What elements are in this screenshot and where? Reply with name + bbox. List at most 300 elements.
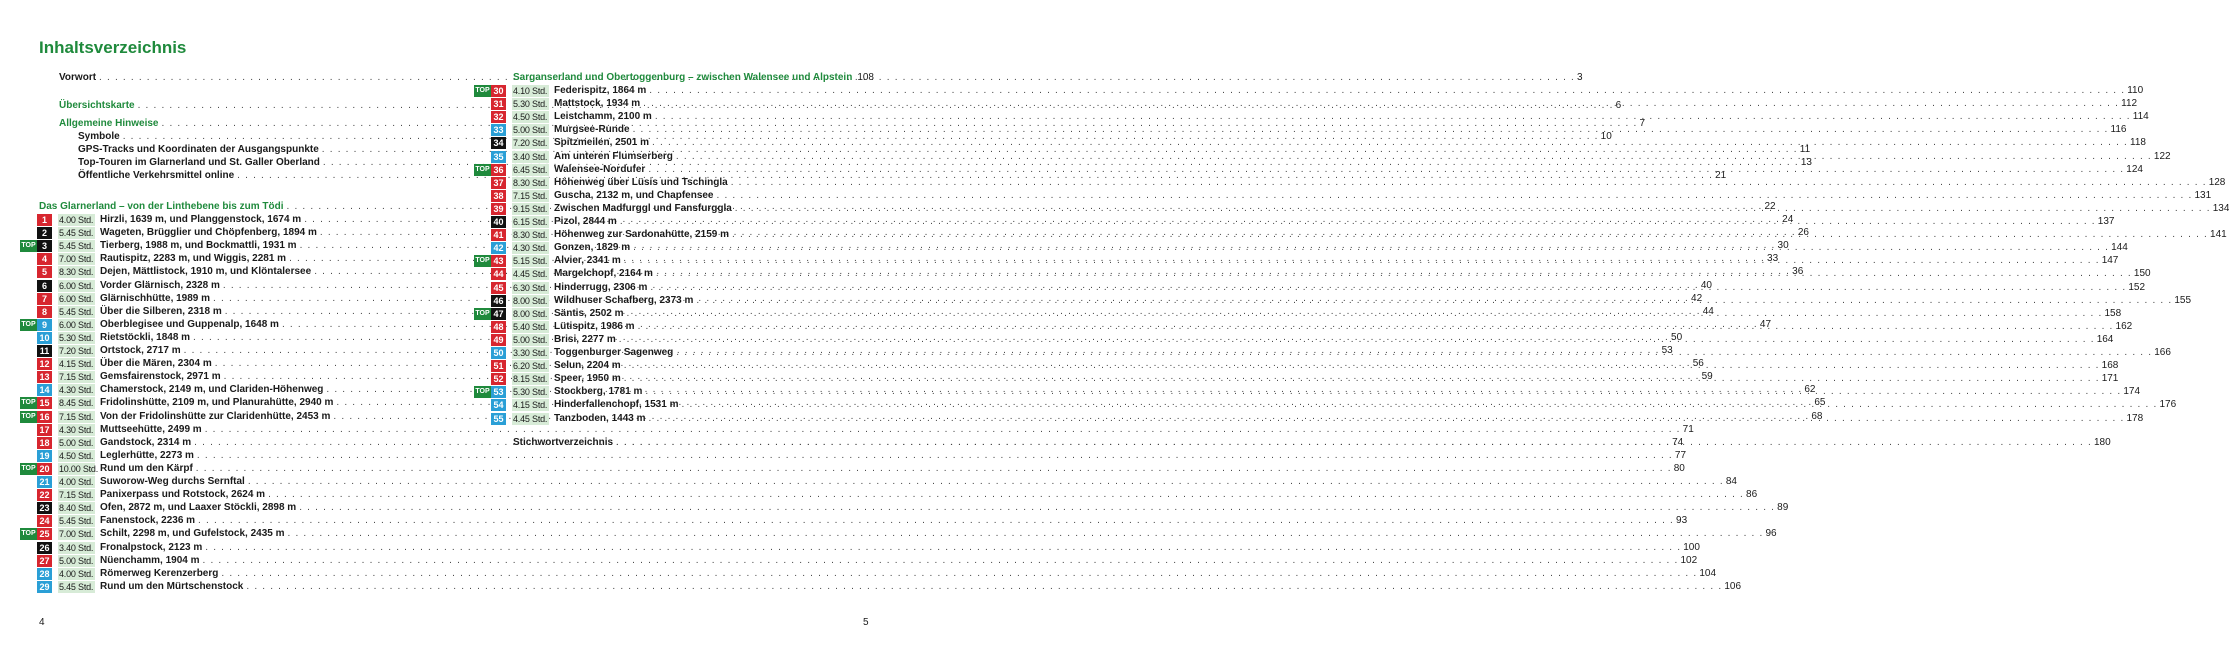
dot-leader (626, 305, 2102, 320)
tour-page: 162 (2115, 320, 2133, 332)
tour-name: Rund um den Mürtschenstock (100, 580, 244, 592)
tour-number-badge: 31 (491, 98, 506, 110)
tour-name: Oberblegisee und Guppenalp, 1648 m (100, 318, 279, 330)
tour-entry (100, 502, 1789, 514)
entry-label: Vorwort (59, 72, 97, 83)
tour-number-badge: 23 (37, 502, 52, 514)
tour-number-badge: 26 (37, 542, 52, 554)
tour-name: Lütispitz, 1986 m (554, 320, 635, 332)
tour-page: 102 (1680, 554, 1698, 566)
tour-number-badge: 33 (491, 124, 506, 136)
tour-number-badge: 5 (37, 266, 52, 278)
tour-row[interactable] (0, 423, 1694, 436)
tour-page: 150 (2133, 268, 2151, 280)
tour-duration: 5.40 Std. (513, 321, 548, 332)
tour-name: Fridolinshütte, 2109 m, und Planurahütte, 2940 m (100, 397, 334, 409)
section-label: Sarganserland und Obertoggenburg – zwischen Walensee und Alpstein (513, 72, 853, 83)
tour-number-badge: 55 (491, 413, 506, 425)
tour-row[interactable] (454, 242, 2128, 254)
tour-number-badge: 15 (37, 397, 52, 409)
top-tour-badge: TOP (20, 319, 37, 331)
tour-entry (100, 541, 1700, 554)
tour-page: 50 (1671, 331, 1683, 343)
tour-number-badge: 19 (37, 450, 52, 462)
tour-page: 176 (2159, 399, 2177, 411)
tour-name: Höhenweg zur Sardonahütte, 2159 m (554, 229, 730, 241)
tour-duration: 6.00 Std. (59, 319, 94, 330)
tour-number-badge: 44 (491, 268, 506, 280)
tour-number-badge: 28 (37, 568, 52, 580)
tour-row[interactable] (0, 567, 1717, 580)
tour-number-badge: 10 (37, 332, 52, 344)
tour-duration: 6.30 Std. (513, 282, 548, 293)
tour-entry (100, 567, 1717, 580)
dot-leader (633, 242, 2109, 254)
top-tour-badge: TOP (20, 411, 37, 423)
tour-name: Fanenstock, 2236 m (100, 515, 196, 527)
tour-duration: 7.20 Std. (513, 138, 548, 149)
tour-page: 152 (2128, 281, 2146, 293)
top-tour-badge: TOP (20, 463, 37, 475)
tour-page: 155 (2174, 294, 2192, 306)
tour-duration: 7.15 Std. (513, 190, 548, 201)
tour-duration: 4.30 Std. (59, 385, 94, 396)
tour-row[interactable] (0, 462, 1685, 475)
dot-leader (652, 137, 2128, 149)
tour-duration: 4.50 Std. (59, 450, 94, 461)
tour-duration: 4.00 Std. (59, 568, 94, 579)
tour-page: 68 (1811, 410, 1823, 422)
tour-duration: 5.45 Std. (59, 241, 94, 252)
tour-duration: 8.00 Std. (513, 308, 548, 319)
tour-page: 44 (1702, 305, 1714, 317)
tour-duration: 10.00 Std. (59, 463, 99, 474)
tour-duration: 7.20 Std. (59, 346, 94, 356)
tour-page: 166 (2154, 347, 2171, 358)
dot-leader (619, 331, 2095, 346)
tour-page: 59 (1701, 371, 1713, 383)
tour-page: 144 (2111, 242, 2128, 254)
dot-leader (655, 111, 2131, 123)
tour-duration: 5.45 Std. (59, 306, 94, 317)
dot-leader (616, 437, 2092, 449)
tour-row[interactable] (0, 580, 1742, 593)
tour-row[interactable] (454, 124, 2127, 136)
tour-duration: 4.45 Std. (513, 413, 548, 424)
tour-duration: 7.00 Std. (59, 529, 94, 540)
tour-name: Gandstock, 2314 m (100, 436, 192, 448)
tour-page: 171 (2101, 373, 2119, 385)
tour-number-badge: 22 (37, 489, 52, 501)
tour-duration: 5.15 Std. (513, 256, 548, 267)
tour-page: 147 (2101, 255, 2119, 267)
tour-number-badge: 4 (37, 253, 52, 265)
tour-duration: 5.45 Std. (59, 581, 94, 592)
tour-name: Rietstöckli, 1848 m (100, 331, 191, 343)
top-tour-badge: TOP (474, 164, 491, 176)
tour-duration: 3.40 Std. (513, 151, 548, 162)
tour-entry (554, 176, 2226, 189)
top-tour-badge: TOP (20, 240, 37, 252)
tour-page: 56 (1692, 358, 1704, 370)
tour-page: 164 (2096, 333, 2114, 345)
tour-name: Leglerhütte, 2273 m (100, 449, 194, 461)
tour-name: Schilt, 2298 m, und Gufelstock, 2435 m (100, 528, 285, 540)
tour-name: Römerweg Kerenzerberg (100, 567, 219, 579)
dot-leader (681, 399, 2157, 411)
tour-page: 86 (1746, 489, 1758, 501)
tour-duration: 5.30 Std. (513, 387, 548, 398)
tour-entry (100, 528, 1777, 540)
tour-duration: 6.00 Std. (59, 293, 94, 304)
entry-label: Symbole (78, 131, 120, 142)
dot-leader (624, 360, 2100, 372)
tour-page: 89 (1777, 502, 1789, 514)
tour-name: Margelchopf, 2164 m (554, 268, 653, 280)
tour-page: 106 (1724, 580, 1742, 592)
tour-entry (554, 85, 2144, 97)
tour-page: 36 (1792, 266, 1804, 278)
tour-page: 74 (1672, 436, 1684, 448)
tour-page: 24 (1782, 214, 1794, 225)
tour-row[interactable] (0, 476, 1737, 488)
tour-name: Dejen, Mättlistock, 1910 m, und Klöntalersee (100, 266, 312, 278)
tour-number-badge: 16 (37, 411, 52, 423)
tour-row[interactable] (0, 515, 1688, 527)
dot-leader (648, 164, 2124, 176)
tour-number-badge: 27 (37, 555, 52, 567)
entry-page: 21 (1715, 170, 1727, 181)
tour-number-badge: 20 (37, 463, 52, 475)
tour-row[interactable] (0, 528, 1777, 540)
tour-duration: 4.50 Std. (513, 112, 548, 123)
tour-page: 118 (2130, 137, 2146, 149)
tour-duration: 7.15 Std. (59, 490, 94, 501)
tour-page: 62 (1804, 384, 1816, 396)
tour-number-badge: 8 (37, 306, 52, 318)
tour-row[interactable] (0, 541, 1700, 554)
tour-duration: 8.15 Std. (513, 374, 548, 385)
dot-leader (638, 318, 2114, 333)
tour-number-badge: 30 (491, 85, 506, 97)
tour-page: 104 (1699, 567, 1717, 579)
tour-number-badge: 53 (491, 386, 506, 398)
tour-number-badge: 48 (491, 321, 506, 333)
tour-name: Toggenburger Sagenweg (554, 347, 674, 358)
tour-number-badge: 42 (491, 242, 506, 254)
dot-leader (620, 216, 2096, 228)
tour-name: Panixerpass und Rotstock, 2624 m (100, 489, 266, 501)
tour-row[interactable] (454, 137, 2146, 149)
tour-name: Vorder Glärnisch, 2328 m (100, 279, 220, 291)
page-number-left: 4 (39, 617, 45, 628)
tour-name: Am unteren Flumserberg (554, 150, 673, 162)
tour-number-badge: 14 (37, 384, 52, 396)
tour-row[interactable] (454, 85, 2144, 97)
tour-duration: 8.30 Std. (513, 177, 548, 188)
top-tour-badge: TOP (20, 397, 37, 409)
tour-number-badge: 17 (37, 424, 52, 436)
tour-number-badge: 1 (37, 214, 52, 226)
tour-duration: 8.45 Std. (59, 398, 94, 409)
tour-number-badge: 36 (491, 164, 506, 176)
tour-row[interactable] (454, 111, 2149, 123)
tour-name: Ofen, 2872 m, und Laaxer Stöckli, 2898 m (100, 502, 297, 514)
tour-duration: 7.15 Std. (59, 372, 94, 383)
dot-leader (656, 268, 2132, 280)
tour-page: 141 (2210, 229, 2227, 241)
tour-name: Tanzboden, 1443 m (554, 412, 646, 424)
tour-entry (554, 98, 2138, 110)
dot-leader (205, 542, 1681, 554)
tour-name: Über die Silberen, 2318 m (100, 305, 222, 317)
tour-name: Leistchamm, 2100 m (554, 111, 652, 123)
tour-name: Gonzen, 1829 m (554, 242, 631, 254)
tour-page: 40 (1700, 279, 1712, 291)
tour-name: Hinderrugg, 2306 m (554, 281, 648, 293)
tour-row[interactable] (0, 489, 1758, 501)
tour-duration: 8.30 Std. (513, 230, 548, 241)
tour-page: 116 (2110, 124, 2127, 136)
entry-page: 180 (2094, 437, 2111, 448)
dot-leader (205, 424, 1681, 436)
tour-name: Pizol, 2844 m (554, 216, 617, 227)
entry-label: Allgemeine Hinweise (59, 118, 159, 129)
tour-name: Ortstock, 2717 m (100, 345, 181, 356)
tour-name: Hinderfallenchopf, 1531 m (554, 399, 679, 411)
tour-name: Höhenweg über Lüsis und Tschingla (554, 176, 728, 188)
dot-leader (731, 177, 2207, 189)
top-tour-badge: TOP (474, 386, 491, 398)
entry-label: Stichwortverzeichnis (513, 437, 614, 448)
tour-number-badge: 32 (491, 111, 506, 123)
tour-page: 47 (1759, 318, 1772, 330)
tour-number-badge: 49 (491, 334, 506, 346)
top-tour-badge: TOP (474, 255, 491, 267)
entry-label: Öffentliche Verkehrsmittel online (78, 170, 235, 181)
tour-name: Nüenchamm, 1904 m (100, 554, 200, 566)
tour-duration: 4.15 Std. (59, 359, 94, 370)
tour-duration: 3.40 Std. (59, 542, 94, 553)
page-title: Inhaltsverzeichnis (39, 38, 187, 57)
dot-leader (696, 292, 2172, 307)
tour-row[interactable] (454, 176, 2226, 189)
tour-row[interactable] (0, 449, 1687, 462)
tour-duration: 6.15 Std. (513, 217, 548, 227)
dot-leader (649, 85, 2125, 97)
tour-page: 114 (2132, 111, 2149, 123)
tour-duration: 4.00 Std. (59, 215, 94, 225)
entry-label: Übersichtskarte (59, 100, 135, 111)
dot-leader (732, 229, 2208, 241)
dot-leader (676, 347, 2152, 359)
tour-name: Walensee-Nordufer (554, 163, 646, 175)
tour-number-badge: 7 (37, 293, 52, 305)
tour-name: Muttseehütte, 2499 m (100, 423, 202, 435)
tour-name: Glärnischhütte, 1989 m (100, 292, 211, 304)
tour-number-badge: 13 (37, 371, 52, 383)
dot-leader (717, 190, 2193, 202)
tour-name: Spitzmeilen, 2501 m (554, 137, 650, 149)
tour-row[interactable] (0, 554, 1698, 567)
tour-page: 137 (2097, 216, 2115, 227)
dot-leader (624, 373, 2100, 385)
tour-duration: 5.30 Std. (513, 99, 548, 110)
tour-name: Suworow-Weg durchs Sernftal (100, 476, 245, 487)
dot-leader (650, 279, 2126, 294)
tour-duration: 6.00 Std. (59, 280, 94, 291)
tour-number-badge: 54 (491, 399, 506, 411)
entry-page: 10 (1600, 131, 1612, 142)
tour-entry (100, 476, 1737, 488)
tour-page: 134 (2212, 202, 2229, 214)
tour-name: Hirzli, 1639 m, und Planggenstock, 1674 m (100, 214, 302, 225)
tour-number-badge: 43 (491, 255, 506, 267)
tour-number-badge: 24 (37, 515, 52, 527)
tour-row[interactable] (454, 98, 2138, 110)
tour-page: 174 (2123, 386, 2141, 398)
tour-duration: 4.15 Std. (513, 400, 548, 411)
dot-leader (197, 450, 1673, 462)
top-tour-badge: TOP (20, 528, 37, 540)
tour-page: 26 (1797, 227, 1809, 239)
tour-duration: 5.00 Std. (513, 334, 548, 345)
tour-number-badge: 38 (491, 190, 506, 202)
tour-entry (100, 554, 1698, 567)
tour-row[interactable] (454, 333, 2114, 346)
tour-duration: 5.45 Std. (59, 228, 94, 239)
tour-page: 80 (1673, 462, 1685, 474)
tour-number-badge: 37 (491, 177, 506, 189)
tour-name: Chamerstock, 2149 m, und Clariden-Höhenweg (100, 384, 324, 396)
top-tour-badge: TOP (474, 85, 491, 97)
tour-duration: 8.30 Std. (59, 267, 94, 278)
tour-entry (100, 449, 1687, 462)
dot-leader (198, 515, 1674, 527)
tour-number-badge: 6 (37, 280, 52, 292)
dot-leader (676, 151, 2152, 163)
tour-number-badge: 50 (491, 347, 506, 359)
tour-page: 110 (2127, 85, 2144, 96)
tour-number-badge: 25 (37, 528, 52, 540)
tour-duration: 8.40 Std. (59, 503, 94, 514)
tour-page: 65 (1814, 397, 1826, 409)
tour-entry (100, 515, 1688, 527)
tour-name: Mattstock, 1934 m (554, 98, 641, 110)
tour-duration: 8.00 Std. (513, 295, 548, 306)
tour-name: Stockberg, 1781 m (554, 386, 643, 398)
tour-name: Zwischen Madfurggl und Fansfurggla (554, 202, 732, 214)
tour-number-badge: 3 (37, 240, 52, 252)
tour-entry (554, 124, 2127, 136)
tour-page: 100 (1683, 541, 1700, 553)
dot-leader (645, 386, 2121, 398)
tour-number-badge: 52 (491, 373, 506, 385)
tour-page: 53 (1661, 345, 1673, 356)
tour-number-badge: 46 (491, 295, 506, 307)
tour-duration: 5.00 Std. (59, 555, 94, 566)
tour-number-badge: 40 (491, 216, 506, 228)
tour-duration: 4.45 Std. (513, 269, 548, 280)
dot-leader (649, 410, 2125, 425)
tour-duration: 5.00 Std. (513, 125, 548, 136)
entry-page: 13 (1800, 157, 1812, 168)
tour-duration: 4.30 Std. (59, 424, 94, 435)
tour-row[interactable] (0, 502, 1789, 514)
tour-page: 158 (2104, 307, 2122, 319)
entry-page: 6 (1615, 100, 1622, 111)
tour-duration: 4.00 Std. (59, 477, 94, 487)
tour-entry (100, 489, 1758, 501)
tour-duration: 4.30 Std. (513, 243, 548, 254)
dot-leader (203, 555, 1679, 567)
tour-page: 168 (2101, 360, 2119, 372)
tour-name: Von der Fridolinshütte zur Claridenhütte, 2453 m (100, 410, 331, 422)
tour-entry (554, 111, 2149, 123)
tour-page: 96 (1765, 528, 1777, 540)
tour-number-badge: 41 (491, 229, 506, 241)
tour-number-badge: 39 (491, 203, 506, 215)
tour-page: 42 (1691, 292, 1703, 304)
dot-leader (735, 203, 2211, 215)
entry-page: 11 (1799, 144, 1811, 155)
tour-page: 122 (2153, 150, 2171, 162)
tour-name: Fronalpstock, 2123 m (100, 541, 203, 553)
dot-leader (643, 98, 2119, 110)
tour-name: Tierberg, 1988 m, und Bockmattli, 1931 m (100, 240, 297, 252)
tour-duration: 7.00 Std. (59, 254, 94, 265)
tour-number-badge: 21 (37, 476, 52, 488)
tour-duration: 5.45 Std. (59, 516, 94, 527)
entry-page: 7 (1639, 118, 1646, 129)
toc-section-sarganserland[interactable] (513, 72, 874, 84)
tour-number-badge: 45 (491, 282, 506, 294)
tour-name: Rautispitz, 2283 m, und Wiggis, 2281 m (100, 253, 287, 265)
tour-number-badge: 18 (37, 437, 52, 449)
section-label: Das Glarnerland – von der Linthebene bis zum Tödi (39, 201, 284, 212)
tour-page: 33 (1767, 253, 1779, 265)
tour-page: 124 (2126, 163, 2143, 175)
section-page: 108 (857, 72, 874, 83)
tour-name: Guscha, 2132 m, und Chapfensee (554, 189, 714, 201)
tour-number-badge: 35 (491, 151, 506, 163)
tour-number-badge: 11 (37, 345, 52, 357)
tour-entry (100, 423, 1694, 436)
dot-leader (221, 568, 1697, 580)
tour-page: 93 (1676, 515, 1688, 527)
tour-number-badge: 34 (491, 137, 506, 149)
tour-page: 30 (1777, 240, 1789, 252)
entry-label: GPS-Tracks und Koordinaten der Ausgangspunkte (78, 144, 319, 155)
tour-name: Murgsee-Runde (554, 124, 630, 136)
tour-duration: 5.00 Std. (59, 437, 94, 448)
tour-page: 131 (2194, 189, 2212, 201)
tour-name: Selun, 2204 m (554, 360, 621, 372)
tour-page: 178 (2126, 412, 2144, 424)
tour-number-badge: 51 (491, 360, 506, 372)
section-page: 22 (1764, 201, 1776, 212)
tour-name: Alvier, 2341 m (554, 255, 621, 267)
page-number-right: 5 (863, 617, 869, 628)
dot-leader (633, 124, 2109, 136)
entry-page: 3 (1577, 72, 1583, 83)
tour-duration: 3.30 Std. (513, 348, 548, 358)
tour-name: Rund um den Kärpf (100, 462, 193, 474)
tour-duration: 7.15 Std. (59, 411, 94, 422)
tour-page: 112 (2121, 98, 2138, 110)
tour-name: Über die Mären, 2304 m (100, 358, 212, 370)
tour-row[interactable] (454, 189, 2212, 202)
